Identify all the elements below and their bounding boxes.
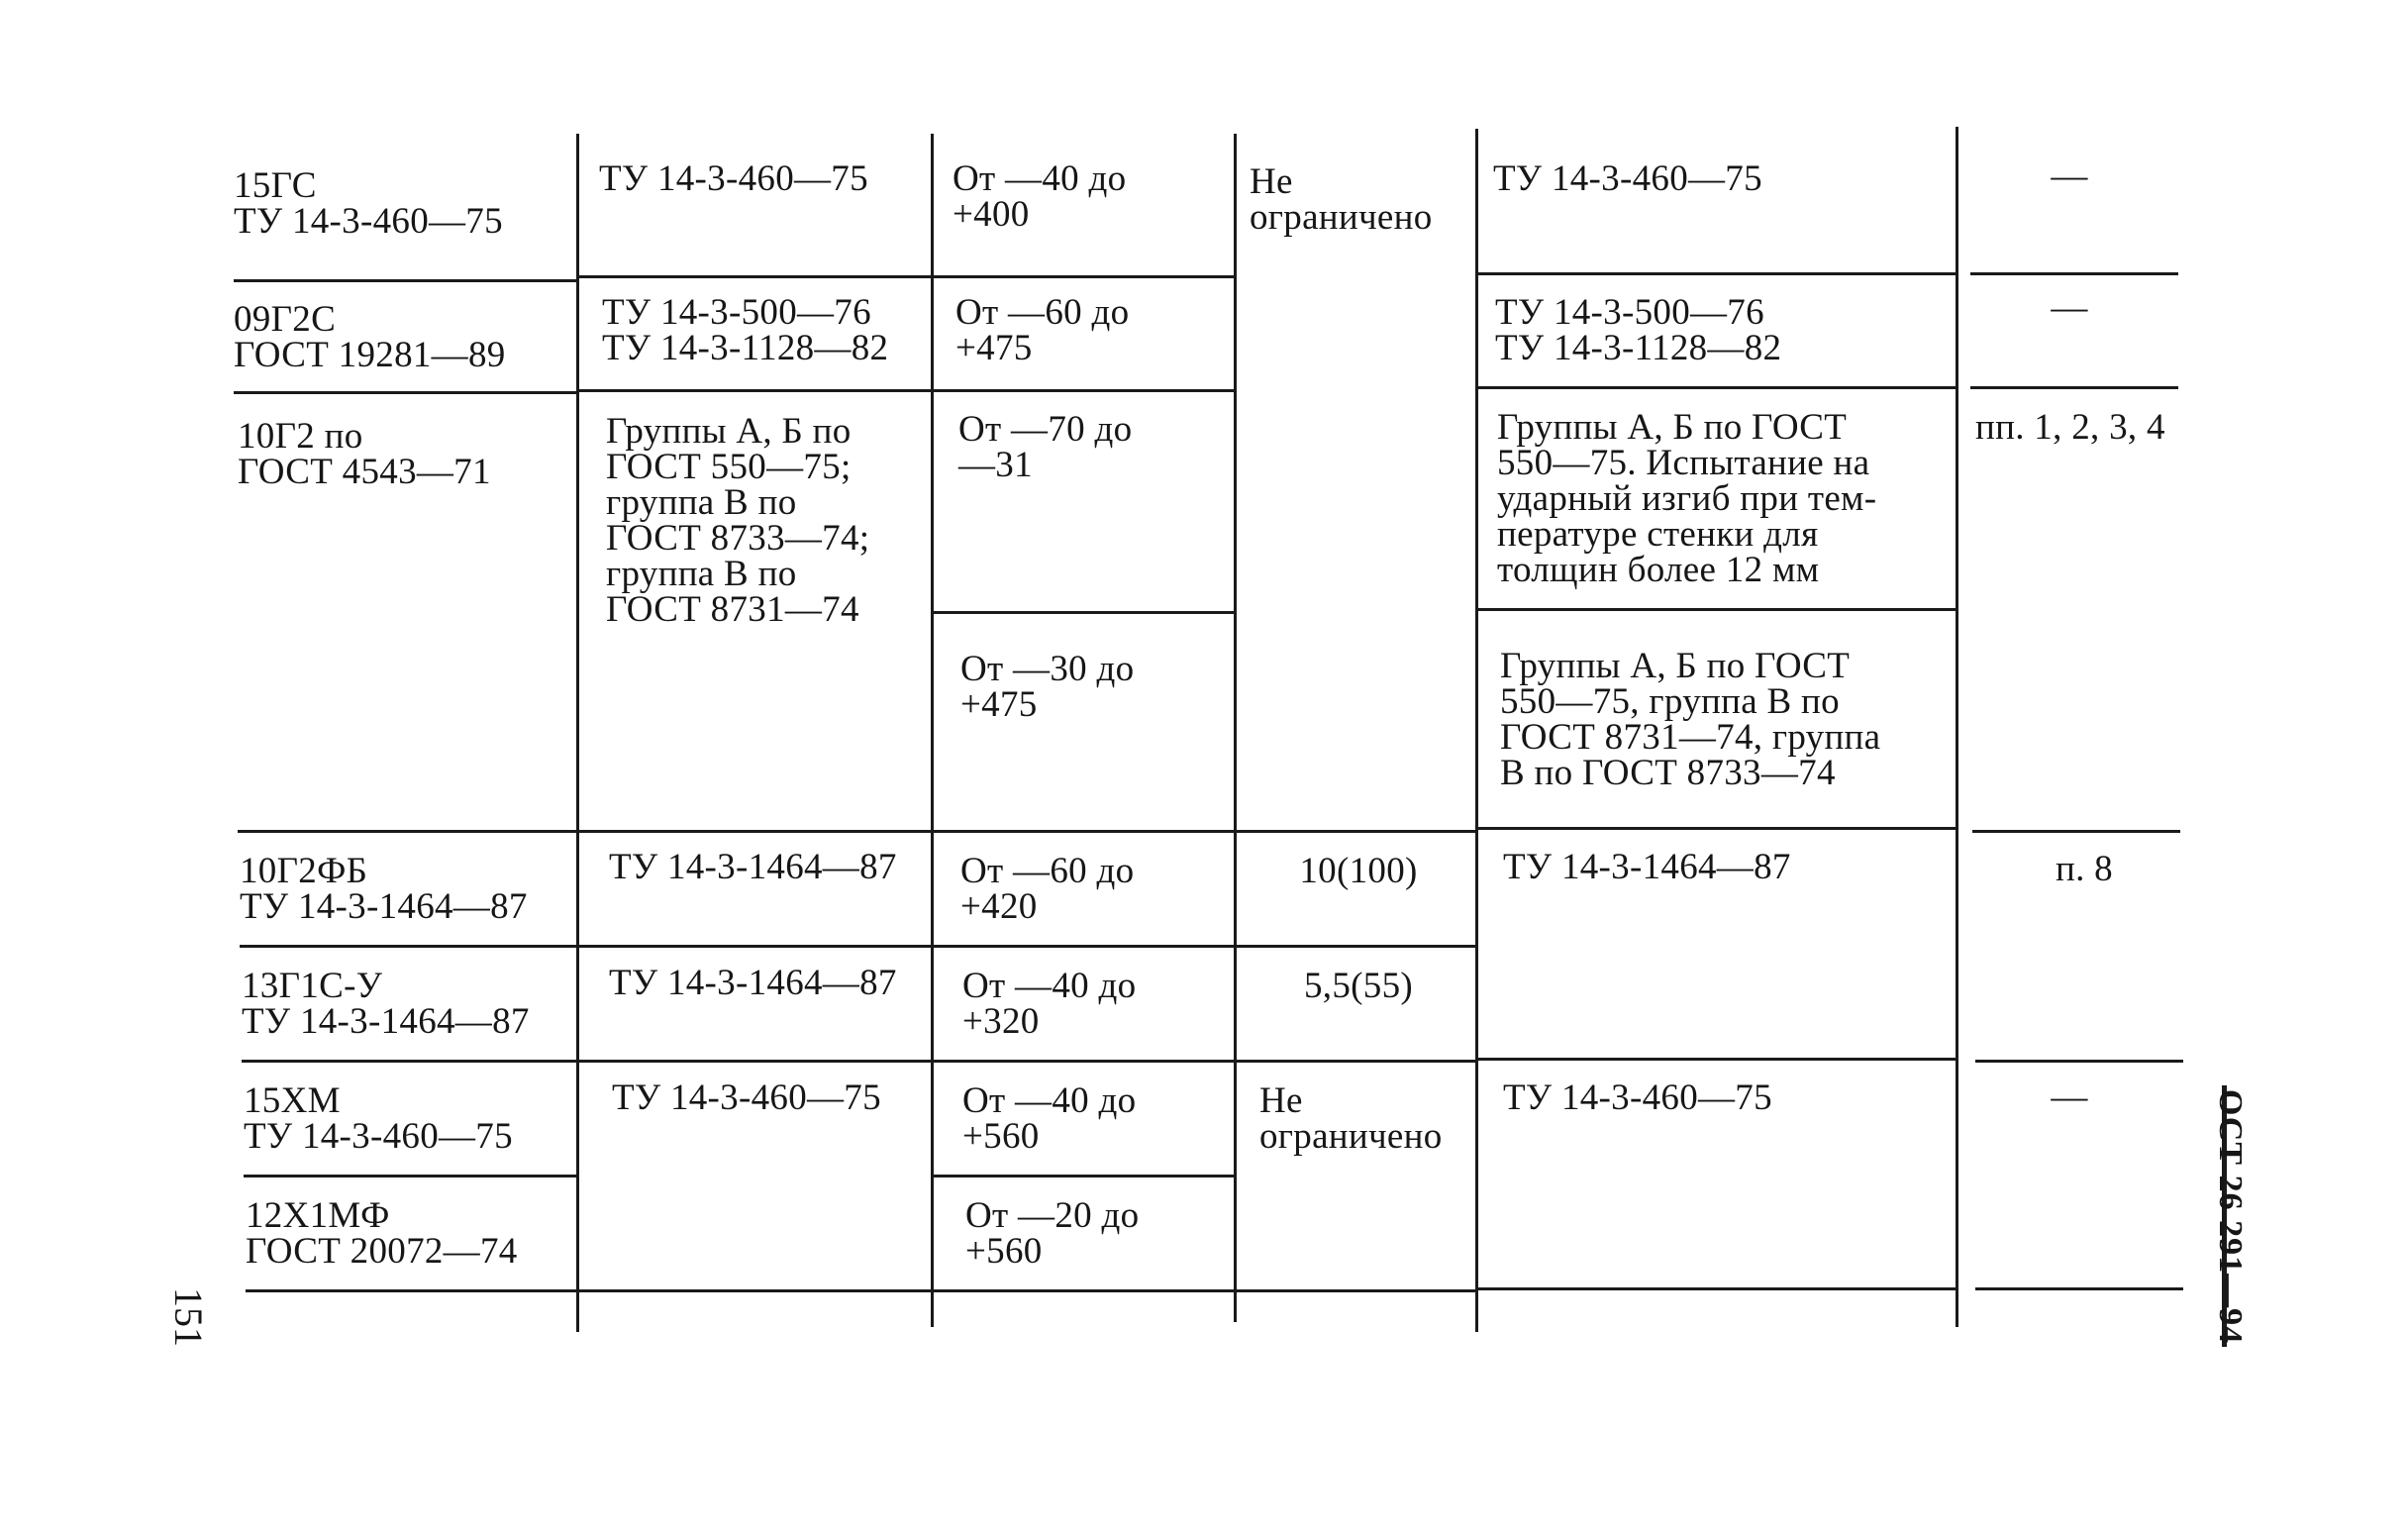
spec-cell: ТУ 14-3-1464—87	[609, 847, 897, 887]
row-rule	[1478, 1058, 1956, 1061]
grade-cell: 10Г2ФБ ТУ 14-3-1464—87	[240, 851, 528, 927]
row-rule	[240, 945, 576, 948]
row-rule	[934, 830, 1234, 833]
row-rule	[934, 945, 1234, 948]
spec-cell: Группы А, Б по ГОСТ 550—75; группа В по ГОСТ 8733—74; группа В по ГОСТ 8731—74	[606, 411, 870, 630]
row-rule	[1478, 1287, 1956, 1290]
row-rule	[1970, 386, 2178, 389]
grade-cell: 09Г2С ГОСТ 19281—89	[234, 299, 506, 375]
row-rule	[246, 1289, 576, 1292]
row-rule	[579, 945, 931, 948]
note-cell: —	[2051, 155, 2088, 196]
row-rule	[234, 391, 576, 394]
grade-cell: 10Г2 по ГОСТ 4543—71	[238, 416, 491, 492]
row-rule	[579, 275, 931, 278]
note-cell: —	[2051, 1076, 2088, 1117]
row-rule	[1237, 1289, 1475, 1292]
row-rule	[1478, 827, 1956, 830]
row-rule	[1237, 945, 1475, 948]
grade-cell: 13Г1С-У ТУ 14-3-1464—87	[242, 966, 530, 1042]
temperature-cell: От —40 до +400	[953, 158, 1127, 235]
limit-cell: Не ограничено	[1259, 1080, 1443, 1157]
limit-cell: Не ограничено	[1250, 161, 1433, 238]
row-rule	[238, 830, 576, 833]
column-rule	[931, 134, 934, 1327]
test-cell: ТУ 14-3-500—76 ТУ 14-3-1128—82	[1495, 292, 1782, 368]
column-rule	[1234, 134, 1237, 1322]
spec-cell: ТУ 14-3-1464—87	[609, 963, 897, 1003]
row-rule	[234, 279, 576, 282]
note-cell: пп. 1, 2, 3, 4	[1975, 407, 2165, 448]
limit-cell: 5,5(55)	[1304, 966, 1413, 1006]
row-rule	[934, 1289, 1234, 1292]
row-rule	[934, 389, 1234, 392]
column-rule	[1475, 129, 1478, 1332]
temperature-cell: От —60 до +420	[960, 851, 1135, 927]
row-rule	[244, 1175, 576, 1178]
row-rule	[1975, 1287, 2183, 1290]
temperature-cell: От —60 до +475	[955, 292, 1130, 368]
row-rule	[579, 389, 931, 392]
limit-cell: 10(100)	[1299, 851, 1418, 891]
test-cell: Группы А, Б по ГОСТ 550—75. Испытание на ударный изгиб при тем- пературе стенки для толщин более 12 мм	[1497, 407, 1877, 590]
temperature-cell: От —20 до +560	[965, 1195, 1140, 1272]
temperature-cell: От —30 до +475	[960, 649, 1135, 725]
note-cell: —	[2051, 287, 2088, 328]
grade-cell: 15ГС ТУ 14-3-460—75	[234, 165, 503, 242]
row-rule	[934, 1060, 1234, 1063]
spec-cell: ТУ 14-3-460—75	[599, 158, 868, 199]
row-rule	[1478, 386, 1956, 389]
temperature-cell: От —70 до —31	[958, 409, 1133, 485]
test-cell: ТУ 14-3-460—75	[1503, 1077, 1772, 1118]
test-cell: Группы А, Б по ГОСТ 550—75, группа В по ГОСТ 8731—74, группа В по ГОСТ 8733—74	[1500, 646, 1881, 793]
row-rule	[1237, 1060, 1475, 1063]
row-rule	[1478, 608, 1956, 611]
row-rule	[1970, 272, 2178, 275]
row-rule	[579, 1289, 931, 1292]
grade-cell: 15ХМ ТУ 14-3-460—75	[244, 1080, 513, 1157]
row-rule	[579, 1060, 931, 1063]
document-code: ОСТ 26 291—94	[2212, 1089, 2249, 1345]
note-cell: п. 8	[2055, 849, 2113, 889]
test-cell: ТУ 14-3-460—75	[1493, 158, 1762, 199]
row-rule	[1478, 272, 1956, 275]
column-rule	[1956, 127, 1958, 1327]
spec-cell: ТУ 14-3-460—75	[612, 1077, 881, 1118]
row-rule	[1975, 1060, 2183, 1063]
temperature-cell: От —40 до +320	[962, 966, 1137, 1042]
row-rule	[934, 611, 1234, 614]
page-number: 151	[166, 1287, 211, 1347]
spec-cell: ТУ 14-3-500—76 ТУ 14-3-1128—82	[602, 292, 889, 368]
row-rule	[934, 275, 1234, 278]
row-rule	[242, 1060, 576, 1063]
row-rule	[1237, 830, 1475, 833]
row-rule	[1972, 830, 2180, 833]
row-rule	[934, 1175, 1234, 1178]
column-rule	[576, 134, 579, 1332]
test-cell: ТУ 14-3-1464—87	[1503, 847, 1791, 887]
row-rule	[579, 830, 931, 833]
temperature-cell: От —40 до +560	[962, 1080, 1137, 1157]
grade-cell: 12Х1МФ ГОСТ 20072—74	[246, 1195, 518, 1272]
